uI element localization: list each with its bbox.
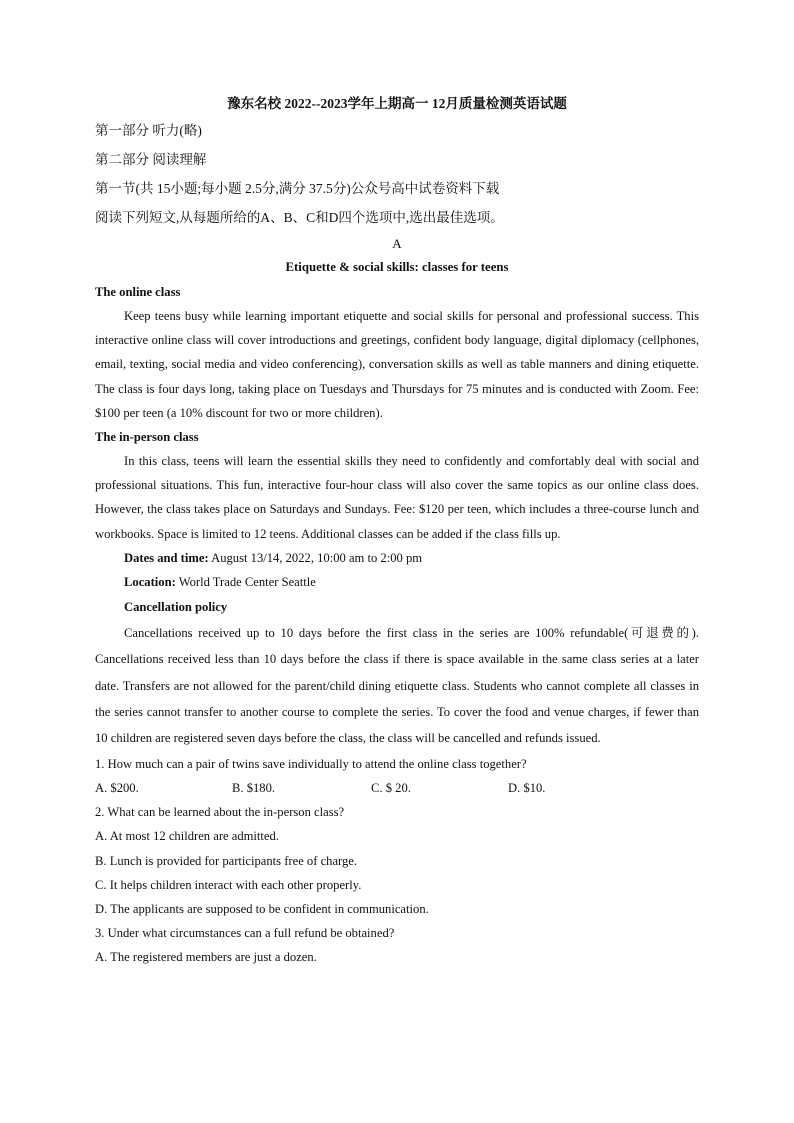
inperson-class-paragraph: In this class, teens will learn the essential skills they need to confidently and comfortably deal with social and professional situations. This fun, interactive four-hour class will also cover the same topics as our online class does. However, the class takes place on Saturdays and Sundays. Fee: $120 per teen, which includes a three-course lunch and workbooks. Space is limited to 12 teens. Additional classes can be added if the class fills up. xyxy=(95,454,699,541)
part-two-heading: 第二部分 阅读理解 xyxy=(95,152,207,167)
question-3-stem: 3. Under what circumstances can a full refund be obtained? xyxy=(95,926,395,941)
part-one-heading: 第一部分 听力(略) xyxy=(95,123,202,138)
location-label: Location: xyxy=(124,574,176,589)
question-1-option-d: D. $10. xyxy=(508,781,546,796)
instruction-text: 阅读下列短文,从每题所给的A、B、C和D四个选项中,选出最佳选项。 xyxy=(95,210,504,225)
online-class-heading: The online class xyxy=(95,285,181,299)
passage-letter: A xyxy=(392,236,402,251)
question-1-option-c: C. $ 20. xyxy=(371,781,411,796)
question-2-option-c: C. It helps children interact with each other properly. xyxy=(95,877,362,892)
section-one-heading: 第一节(共 15小题;每小题 2.5分,满分 37.5分)公众号高中试卷资料下载 xyxy=(95,181,500,196)
location-line xyxy=(95,570,699,594)
cancellation-paragraph: Cancellations received up to 10 days before the first class in the series are 100% refundable(可退费的). Cancellations received less than 10 days before the class if there is space available in the same class series at a later date. Transfers are not allowed for the parent/child dining etiquette class. Students who cannot complete all classes in the series cannot transfer to another course to complete the series. To cover the food and venue charges, if fewer than 10 children are registered seven days before the class, the class will be cancelled and refunds issued. xyxy=(95,625,699,746)
question-1-option-b: B. $180. xyxy=(232,781,276,796)
dates-label: Dates and time: xyxy=(124,550,209,565)
exam-page xyxy=(95,92,699,970)
dates-value: August 13/14, 2022, 10:00 am to 2:00 pm xyxy=(208,550,423,565)
question-1-option-a: A. $200. xyxy=(95,781,139,796)
question-2-option-d: D. The applicants are supposed to be confident in communication. xyxy=(95,901,429,916)
question-1-stem: 1. How much can a pair of twins save individually to attend the online class together? xyxy=(95,756,527,771)
cancellation-heading: Cancellation policy xyxy=(124,599,228,614)
passage-title: Etiquette & social skills: classes for teens xyxy=(285,260,509,274)
dates-line xyxy=(95,546,699,570)
question-1-options xyxy=(95,776,699,800)
question-2-stem: 2. What can be learned about the in-person class? xyxy=(95,805,345,820)
exam-title: 豫东名校 2022--2023学年上期高一 12月质量检测英语试题 xyxy=(227,96,567,111)
online-class-paragraph: Keep teens busy while learning important etiquette and social skills for personal and professional success. This interactive online class will cover introductions and greetings, confident body language, digital diplomacy (cellphones, email, texting, social media and video conferencing), conversation skills as well as table manners and dining etiquette. The class is four days long, taking place on Tuesdays and Thursdays for 75 minutes and is conducted with Zoom. Fee: $100 per teen (a 10% discount for two or more children). xyxy=(95,309,699,420)
question-2-option-a: A. At most 12 children are admitted. xyxy=(95,829,279,844)
question-2-option-b: B. Lunch is provided for participants free of charge. xyxy=(95,853,358,868)
inperson-class-heading: The in-person class xyxy=(95,430,199,445)
question-3-option-a: A. The registered members are just a dozen. xyxy=(95,950,317,965)
location-value: World Trade Center Seattle xyxy=(175,574,316,589)
